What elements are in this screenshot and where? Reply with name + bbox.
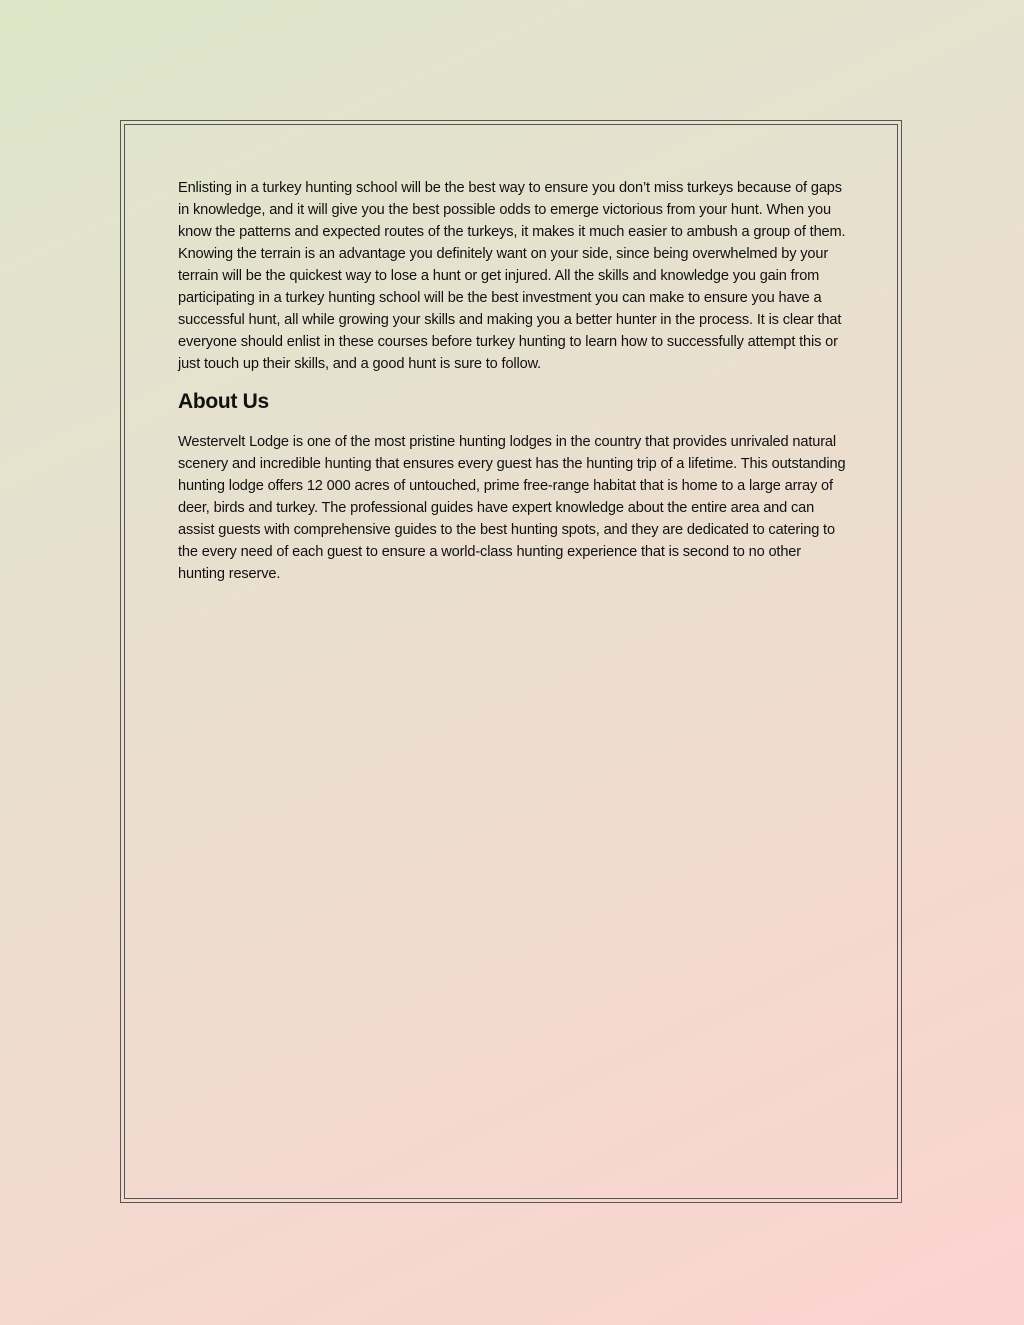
about-us-heading: About Us	[178, 390, 269, 413]
document-body	[178, 177, 846, 585]
about-us-paragraph: Westervelt Lodge is one of the most pristine hunting lodges in the country that provides unrivaled natural scenery and incredible hunting that ensures every guest has the hunting trip of a lifetime. This outstanding hunting lodge offers 12 000 acres of untouched, prime free-range habitat that is home to a large array of deer, birds and turkey. The professional guides have expert knowledge about the entire area and can assist guests with comprehensive guides to the best hunting spots, and they are dedicated to catering to the every need of each guest to ensure a world-class hunting experience that is second to no other hunting reserve.	[178, 434, 846, 582]
intro-paragraph: Enlisting in a turkey hunting school will be the best way to ensure you don’t miss turkeys because of gaps in knowledge, and it will give you the best possible odds to emerge victorious from your hunt. When you know the patterns and expected routes of the turkeys, it makes it much easier to ambush a group of them. Knowing the terrain is an advantage you definitely want on your side, since being overwhelmed by your terrain will be the quickest way to lose a hunt or get injured. All the skills and knowledge you gain from participating in a turkey hunting school will be the best investment you can make to ensure you have a successful hunt, all while growing your skills and making you a better hunter in the process. It is clear that everyone should enlist in these courses before turkey hunting to learn how to successfully attempt this or just touch up their skills, and a good hunt is sure to follow.	[178, 180, 846, 372]
